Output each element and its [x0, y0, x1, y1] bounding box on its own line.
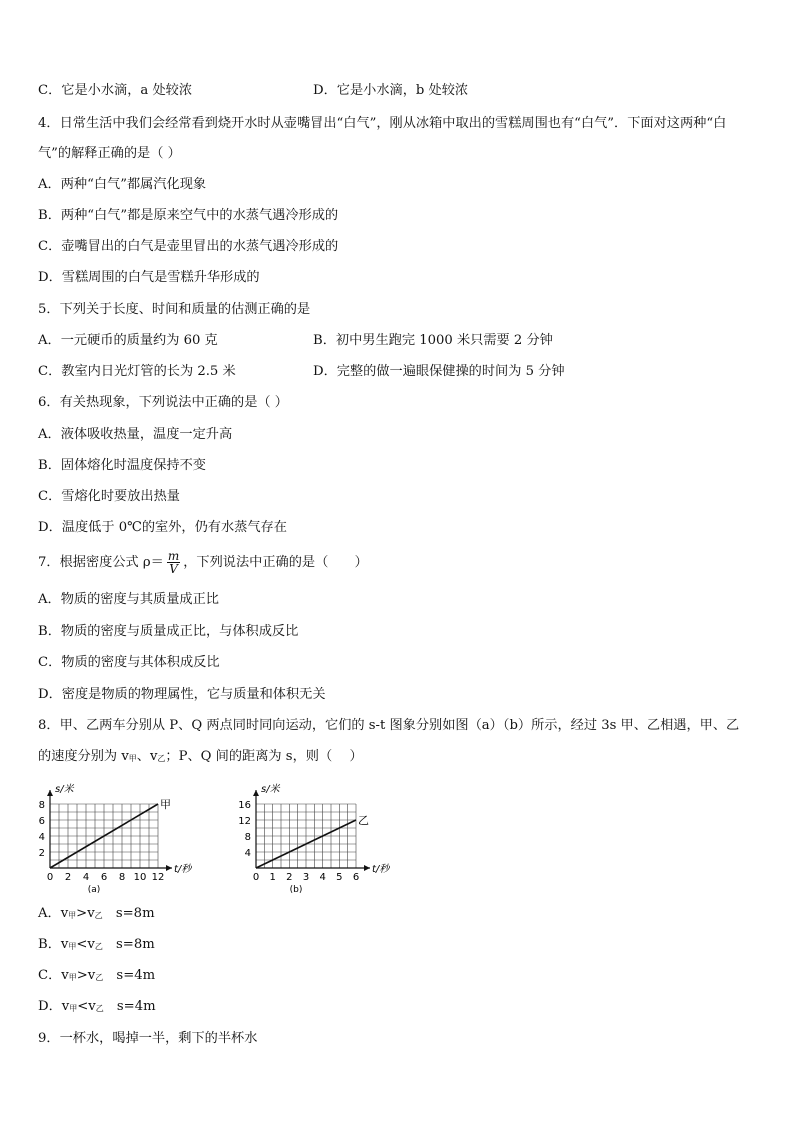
- y-tick-label: 16: [238, 800, 251, 811]
- x-tick-label: 0: [46, 872, 54, 883]
- y-axis-label: s/米: [261, 784, 280, 795]
- q5-option-c: C．教室内日光灯管的长为 2.5 米: [38, 364, 236, 379]
- q6-option-b: B．固体熔化时温度保持不变: [38, 458, 206, 473]
- x-tick-label: 2: [286, 872, 293, 883]
- opt-a-sub-yi: 乙: [94, 911, 103, 920]
- opt-b-post: s=8m: [102, 937, 155, 952]
- fraction-numerator: m: [167, 549, 180, 563]
- x-tick-label: 6: [100, 872, 108, 883]
- q8-option-b: [38, 936, 155, 956]
- q6-option-a: A．液体吸收热量，温度一定升高: [38, 427, 233, 442]
- chart-caption: (b): [289, 885, 303, 895]
- q3-option-d: D．它是小水滴，b 处较浓: [313, 83, 469, 98]
- sub-yi: 乙: [157, 754, 166, 763]
- q7-option-b: B．物质的密度与质量成正比，与体积成反比: [38, 624, 299, 639]
- y-tick-label: 8: [38, 800, 45, 811]
- x-tick-label: 12: [151, 872, 165, 883]
- q8-option-c: [38, 967, 155, 987]
- q4-option-d: D．雪糕周围的白气是雪糕升华形成的: [38, 270, 260, 285]
- opt-c-pre: C．v: [38, 968, 69, 983]
- y-tick-label: 12: [238, 816, 251, 827]
- opt-d-mid: <v: [77, 999, 96, 1014]
- x-tick-label: 1: [269, 872, 276, 883]
- q4-option-b: B．两种“白气”都是原来空气中的水蒸气遇冷形成的: [38, 208, 339, 223]
- x-axis-arrow-icon: [166, 865, 172, 871]
- fraction-denominator: V: [169, 562, 178, 576]
- q4-stem-line1: 4．日常生活中我们会经常看到烧开水时从壶嘴冒出“白气”，刚从冰箱中取出的雪糕周围也有“白气”．下面对这两种“白: [38, 116, 727, 131]
- series-label: 甲: [160, 798, 171, 811]
- opt-d-sub-yi: 乙: [95, 1004, 104, 1013]
- y-axis-arrow-icon: [253, 790, 259, 796]
- q8-line2-pre: 的速度分别为 v: [38, 749, 129, 764]
- opt-b-sub-yi: 乙: [94, 942, 103, 951]
- q6-option-d: D．温度低于 0℃的室外，仍有水蒸气存在: [38, 520, 287, 535]
- y-tick-label: 8: [244, 832, 251, 843]
- series-label: 乙: [358, 814, 369, 827]
- x-axis-label: t/秒: [372, 864, 390, 875]
- x-tick-label: 3: [302, 872, 310, 883]
- y-tick-label: 4: [38, 832, 45, 843]
- opt-d-post: s=4m: [103, 999, 156, 1014]
- opt-c-mid: >v: [76, 968, 96, 983]
- x-tick-label: 4: [82, 872, 90, 883]
- opt-d-sub-jia: 甲: [69, 1004, 78, 1013]
- q7-option-c: C．物质的密度与其体积成反比: [38, 655, 220, 670]
- x-tick-label: 6: [352, 872, 360, 883]
- opt-c-sub-yi: 乙: [95, 973, 104, 982]
- q8-stem-line1: 8．甲、乙两车分别从 P、Q 两点同时同向运动，它们的 s-t 图象分别如图（a）（b）所示，经过 3s 甲、乙相遇，甲、乙: [38, 718, 740, 733]
- q6-option-c: C．雪熔化时要放出热量: [38, 489, 180, 504]
- q4-option-c: C．壶嘴冒出的白气是壶里冒出的水蒸气遇冷形成的: [38, 239, 339, 254]
- chart-caption: (a): [87, 885, 101, 895]
- density-fraction: [167, 550, 180, 575]
- x-tick-label: 0: [252, 872, 260, 883]
- opt-d-pre: D．v: [38, 999, 70, 1014]
- q5-stem: 5．下列关于长度、时间和质量的估测正确的是: [38, 302, 311, 317]
- q3-option-c: C．它是小水滴，a 处较浓: [38, 83, 193, 98]
- q9-stem: 9．一杯水，喝掉一半，剩下的半杯水: [38, 1031, 258, 1046]
- q7-option-d: D．密度是物质的物理属性，它与质量和体积无关: [38, 687, 326, 702]
- x-tick-label: 2: [64, 872, 72, 883]
- y-tick-label: 2: [38, 848, 45, 859]
- opt-a-post: s=8m: [102, 906, 155, 921]
- opt-c-post: s=4m: [103, 968, 156, 983]
- x-axis-arrow-icon: [364, 865, 370, 871]
- q5-option-d: D．完整的做一遍眼保健操的时间为 5 分钟: [313, 364, 565, 379]
- chart-b: [230, 772, 410, 897]
- x-axis-label: t/秒: [174, 864, 192, 875]
- q7-stem-pre: 7．根据密度公式 ρ＝: [38, 555, 164, 570]
- opt-a-sub-jia: 甲: [68, 911, 77, 920]
- q4-option-a: A．两种“白气”都属汽化现象: [38, 177, 207, 192]
- q8-option-a: [38, 905, 155, 925]
- y-tick-label: 4: [244, 848, 251, 859]
- opt-b-sub-jia: 甲: [68, 942, 77, 951]
- y-tick-label: 6: [38, 816, 45, 827]
- q4-stem-line2: 气”的解释正确的是（ ）: [38, 146, 181, 161]
- opt-b-mid: <v: [76, 937, 95, 952]
- y-axis-arrow-icon: [47, 790, 53, 796]
- sub-jia: 甲: [128, 754, 137, 763]
- chart-a: [30, 772, 220, 897]
- q7-stem-post: ，下列说法中正确的是（ ）: [183, 555, 368, 570]
- q5-option-a: A．一元硬币的质量约为 60 克: [38, 333, 218, 348]
- opt-a-pre: A．v: [38, 906, 69, 921]
- q5-option-b: B．初中男生跑完 1000 米只需要 2 分钟: [313, 333, 553, 348]
- q7-stem: [38, 548, 368, 578]
- opt-b-pre: B．v: [38, 937, 69, 952]
- x-tick-label: 10: [133, 872, 147, 883]
- q6-stem: 6．有关热现象，下列说法中正确的是（ ）: [38, 395, 288, 410]
- q8-sep: 、v: [136, 749, 158, 764]
- q8-line2-post: ；P、Q 间的距离为 s，则（ ）: [165, 749, 363, 764]
- q7-option-a: A．物质的密度与其质量成正比: [38, 592, 219, 607]
- x-tick-label: 4: [319, 872, 326, 883]
- q8-stem-line2: [38, 748, 363, 768]
- x-tick-label: 8: [118, 872, 126, 883]
- opt-c-sub-jia: 甲: [68, 973, 77, 982]
- q8-option-d: [38, 998, 156, 1018]
- x-tick-label: 5: [336, 872, 343, 883]
- opt-a-mid: >v: [76, 906, 95, 921]
- y-axis-label: s/米: [55, 784, 74, 795]
